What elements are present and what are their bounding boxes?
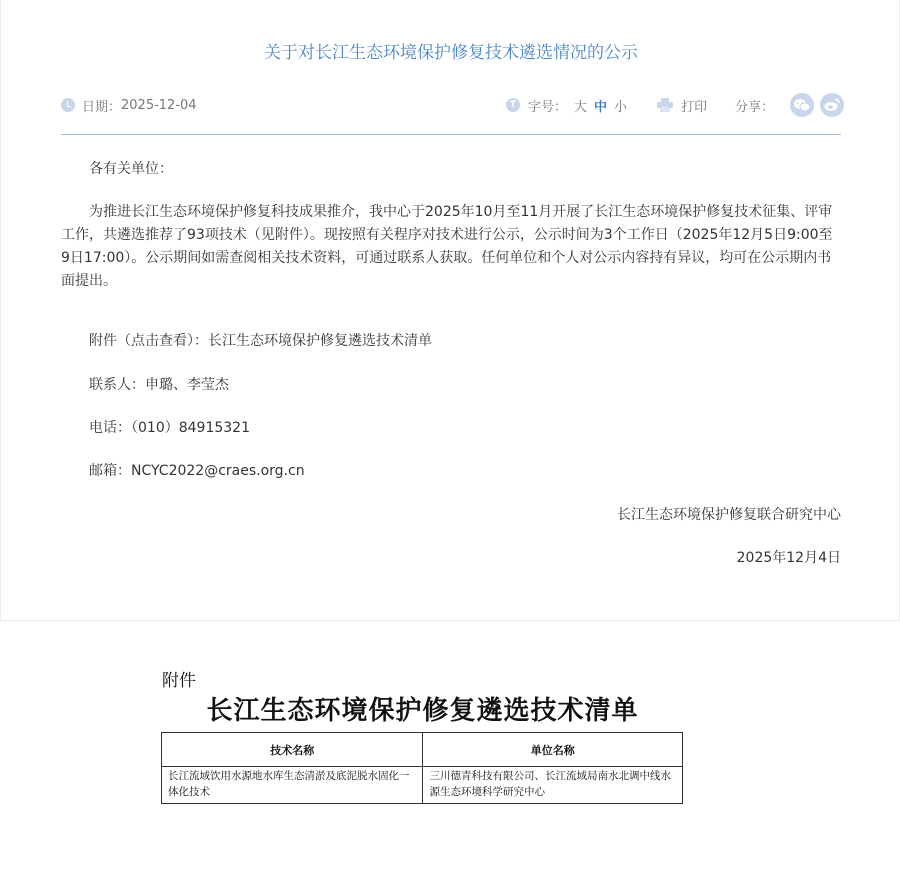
font-size-label: 字号： xyxy=(528,99,568,115)
font-size-medium-button[interactable]: 中 xyxy=(594,99,608,115)
wechat-icon xyxy=(794,98,810,112)
annex-label: 附件 xyxy=(162,671,196,690)
header-divider xyxy=(61,134,841,135)
clock-icon xyxy=(61,98,75,112)
article-tools xyxy=(506,93,844,117)
table-cell-technology: 长江流域饮用水源地水库生态清淤及底泥脱水固化一体化技术 xyxy=(162,767,423,804)
contact-line: 联系人：申璐、李莹杰 xyxy=(89,377,229,393)
column-header-technology: 技术名称 xyxy=(162,733,423,767)
printer-icon[interactable] xyxy=(657,98,673,112)
date-value: 2025-12-04 xyxy=(121,97,197,113)
column-header-unit: 单位名称 xyxy=(423,733,683,767)
attachment-prefix: 附件（点击查看）： xyxy=(89,333,208,349)
annex-title: 长江生态环境保护修复遴选技术清单 xyxy=(206,696,639,725)
wechat-share-button[interactable] xyxy=(790,93,814,117)
print-button[interactable]: 打印 xyxy=(681,99,708,115)
weibo-icon xyxy=(824,98,840,112)
technology-table xyxy=(161,732,683,804)
attachment-link[interactable]: 长江生态环境保护修复遴选技术清单 xyxy=(208,333,432,349)
weibo-share-button[interactable] xyxy=(820,93,844,117)
email-line: 邮箱：NCYC2022@craes.org.cn xyxy=(89,463,305,479)
salutation: 各有关单位： xyxy=(89,161,173,177)
date-meta xyxy=(61,93,197,117)
font-size-large-button[interactable]: 大 xyxy=(574,99,588,115)
signature: 长江生态环境保护修复联合研究中心 xyxy=(617,507,841,523)
font-size-small-button[interactable]: 小 xyxy=(614,99,628,115)
share-label: 分享： xyxy=(735,99,775,115)
body-paragraph: 为推进长江生态环境保护修复科技成果推介，我中心于2025年10月至11月开展了长江生态环境保护修复技术征集、评审工作，共遴选推荐了93项技术（见附件）。现按照有关程序对技术进行公示，公示时间为3个工作日（2025年12月5日9:00至9日17:00）。公示期间如需查阅相关技术资料，可通过联系人获取。任何单位和个人对公示内容持有异议，均可在公示期内书面提出。 xyxy=(61,204,833,289)
page-title: 关于对长江生态环境保护修复技术遴选情况的公示 xyxy=(264,43,638,63)
sign-date: 2025年12月4日 xyxy=(736,550,841,566)
table-header-row xyxy=(162,733,683,767)
phone-line: 电话：（010）84915321 xyxy=(89,420,250,436)
date-label: 日期： xyxy=(82,99,122,115)
font-size-icon: T xyxy=(506,98,520,112)
table-cell-unit: 三川德青科技有限公司、长江流域局南水北调中线水源生态环境科学研究中心 xyxy=(423,767,683,804)
attachment-line xyxy=(61,330,841,353)
table-row xyxy=(162,767,683,804)
